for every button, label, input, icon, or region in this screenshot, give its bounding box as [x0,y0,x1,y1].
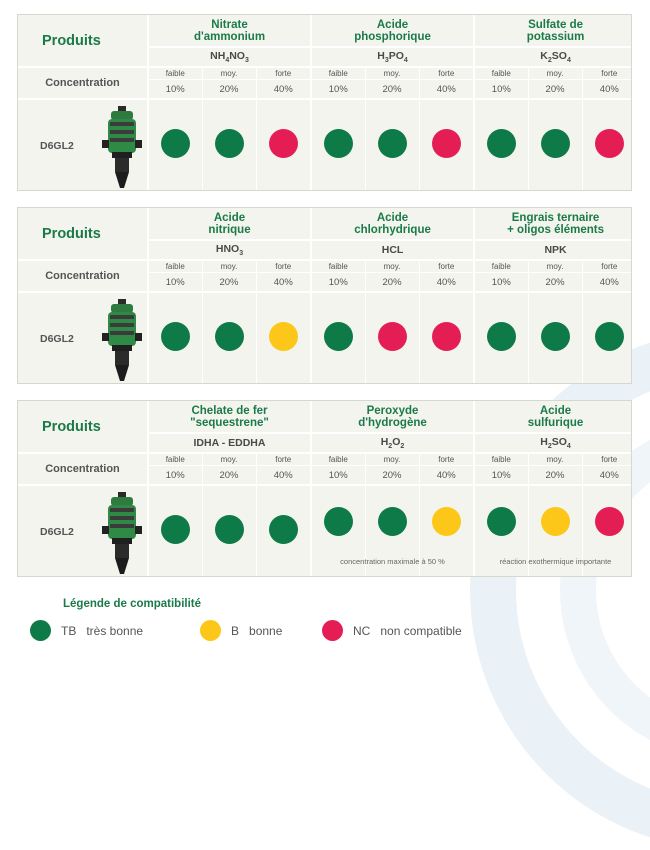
rating-dot-tb [215,322,244,351]
legend-dot-b [200,620,221,641]
concentration-percent: 40% [582,273,632,292]
legend-dot-nc [322,620,343,641]
concentration-percent: 40% [419,273,474,292]
product-cell [18,485,148,577]
chemical-name-line: Acide [539,404,572,417]
chemical-name-line: potassium [526,30,585,43]
rating-dot-tb [595,322,624,351]
concentration-percent: 20% [365,466,419,485]
concentration-percent: 20% [528,273,582,292]
product-name: D6GL2 [40,140,74,152]
concentration-level: faible [148,260,202,273]
concentration-percent: 40% [582,466,632,485]
rating-cell [474,99,528,191]
products-header: Produits [18,401,148,453]
concentration-percent: 10% [148,273,202,292]
concentration-level: forte [419,453,474,466]
rating-cell [474,292,528,384]
rating-cell [528,292,582,384]
concentration-level: faible [474,260,528,273]
rating-dot-tb [487,129,516,158]
concentration-level: forte [256,453,311,466]
compatibility-tables [17,14,632,593]
concentration-percent: 20% [528,80,582,99]
products-header: Produits [18,208,148,260]
chemical-name-line: d'ammonium [193,30,266,43]
concentration-level: forte [582,67,632,80]
rating-cell [311,292,365,384]
compatibility-table [17,207,632,384]
concentration-level: moy. [202,453,256,466]
concentration-percent: 10% [474,273,528,292]
product-name: D6GL2 [40,526,74,538]
rating-dot-tb [378,507,407,536]
product-cell [18,99,148,191]
chemical-name-line: Sulfate de [528,18,584,31]
concentration-percent: 20% [202,273,256,292]
legend-dot-tb [30,620,51,641]
chemical-name-line: nitrique [208,223,251,236]
concentration-percent: 20% [365,273,419,292]
rating-dot-b [269,322,298,351]
legend-label: non compatible [380,623,462,638]
legend-code: B [231,623,240,638]
chemical-name-line: chlorhydrique [354,223,431,236]
chemical-name [148,15,311,47]
concentration-level: moy. [528,260,582,273]
rating-dot-tb [324,507,353,536]
concentration-level: faible [311,67,365,80]
concentration-level: forte [582,260,632,273]
rating-cell [582,292,632,384]
concentration-level: forte [419,260,474,273]
chemical-name-line: Engrais ternaire [511,211,600,224]
concentration-level: moy. [365,67,419,80]
rating-cell [202,485,256,577]
rating-cell [365,99,419,191]
rating-dot-tb [215,515,244,544]
rating-dot-tb [487,507,516,536]
concentration-level: forte [256,260,311,273]
concentration-percent: 10% [311,80,365,99]
rating-cell [311,99,365,191]
concentration-level: moy. [202,67,256,80]
dosing-pump-image [102,106,142,188]
rating-dot-nc [269,129,298,158]
rating-dot-tb [269,515,298,544]
chemical-formula: $K_2SO_4$ [474,47,632,67]
rating-dot-tb [161,515,190,544]
products-header: Produits [18,15,148,67]
concentration-level: faible [474,67,528,80]
rating-dot-tb [161,129,190,158]
rating-dot-tb [161,322,190,351]
chemical-name-row [18,208,632,240]
concentration-header: Concentration [18,453,148,485]
legend-item-b [200,620,282,641]
concentration-level: moy. [528,453,582,466]
compatibility-table [17,14,632,191]
legend-label: très bonne [86,623,144,638]
chemical-name-line: Acide [376,211,409,224]
concentration-percent: 20% [528,466,582,485]
rating-dot-nc [595,129,624,158]
product-row [18,292,632,384]
concentration-level: moy. [528,67,582,80]
chemical-name-line: Acide [376,18,409,31]
chemical-name [311,401,474,433]
product-row [18,99,632,191]
rating-dot-nc [378,322,407,351]
concentration-level: faible [311,260,365,273]
chemical-name-line: sulfurique [527,416,584,429]
concentration-level: moy. [365,260,419,273]
legend-item-nc [322,620,462,641]
chemical-name [311,208,474,240]
concentration-percent: 40% [256,80,311,99]
compatibility-table [17,400,632,577]
rating-cell [256,292,311,384]
chemical-formula: IDHA - EDDHA [148,433,311,453]
level-row [18,67,632,80]
rating-cell [582,99,632,191]
level-row [18,260,632,273]
chemical-name [148,208,311,240]
chemical-note: concentration maximale à 50 % [340,557,445,566]
rating-cell [365,292,419,384]
chemical-formula: $NH_4NO_3$ [148,47,311,67]
chemical-name-line: d'hydrogène [358,416,427,429]
chemical-name-line: Nitrate [211,18,248,31]
rating-cell [202,99,256,191]
rating-dot-tb [324,322,353,351]
chemical-name-line: Chelate de fer [191,404,268,417]
legend-item-tb [30,620,143,641]
concentration-level: faible [148,67,202,80]
legend-code: NC [353,623,371,638]
concentration-level: faible [474,453,528,466]
chemical-name [474,15,632,47]
concentration-percent: 20% [365,80,419,99]
concentration-percent: 10% [311,273,365,292]
chemical-name-row [18,401,632,433]
rating-dot-b [541,507,570,536]
concentration-percent: 20% [202,466,256,485]
concentration-level: moy. [202,260,256,273]
concentration-percent: 40% [419,80,474,99]
concentration-percent: 40% [256,273,311,292]
concentration-percent: 10% [148,80,202,99]
concentration-header: Concentration [18,260,148,292]
concentration-level: forte [256,67,311,80]
chemical-name-line: Acide [213,211,246,224]
concentration-level: moy. [365,453,419,466]
chemical-name [148,401,311,433]
rating-cell [148,292,202,384]
chemical-name-line: "sequestrene" [190,416,269,429]
concentration-percent: 20% [202,80,256,99]
rating-dot-nc [595,507,624,536]
level-row [18,453,632,466]
chemical-formula: NPK [474,240,632,260]
rating-dot-tb [324,129,353,158]
chemical-formula: $H_2SO_4$ [474,433,632,453]
rating-dot-tb [378,129,407,158]
legend-title: Légende de compatibilité [63,598,202,610]
rating-cell [256,485,311,577]
chemical-name-line: + oligos éléments [507,223,604,236]
chemical-formula: $HNO_3$ [148,240,311,260]
chemical-name-line: Peroxyde [366,404,419,417]
rating-dot-tb [541,322,570,351]
rating-dot-tb [215,129,244,158]
dosing-pump-image [102,299,142,381]
concentration-percent: 10% [474,80,528,99]
concentration-percent: 40% [256,466,311,485]
chemical-name [474,401,632,433]
chemical-note: réaction exothermique importante [499,557,612,566]
concentration-level: faible [311,453,365,466]
concentration-percent: 10% [311,466,365,485]
chemical-name-row [18,15,632,47]
chemical-formula: $H_2O_2$ [311,433,474,453]
concentration-percent: 10% [148,466,202,485]
concentration-level: faible [148,453,202,466]
legend-code: TB [61,623,77,638]
concentration-level: forte [582,453,632,466]
concentration-header: Concentration [18,67,148,99]
concentration-percent: 40% [419,466,474,485]
rating-cell [148,99,202,191]
rating-cell [419,99,474,191]
rating-dot-tb [487,322,516,351]
rating-dot-nc [432,322,461,351]
product-cell [18,292,148,384]
rating-dot-b [432,507,461,536]
chemical-formula: $H_3PO_4$ [311,47,474,67]
table-grid [18,208,632,384]
table-grid [18,15,632,191]
chemical-formula: HCL [311,240,474,260]
rating-cell [528,99,582,191]
rating-cell [256,99,311,191]
chemical-name [474,208,632,240]
rating-cell [202,292,256,384]
rating-cell [419,292,474,384]
concentration-percent: 40% [582,80,632,99]
concentration-level: forte [419,67,474,80]
chemical-name-line: phosphorique [354,30,431,43]
rating-dot-nc [432,129,461,158]
concentration-percent: 10% [474,466,528,485]
product-name: D6GL2 [40,333,74,345]
rating-dot-tb [541,129,570,158]
table-grid [18,401,632,577]
chemical-name [311,15,474,47]
legend-label: bonne [249,623,283,638]
rating-cell [148,485,202,577]
dosing-pump-image [102,492,142,574]
